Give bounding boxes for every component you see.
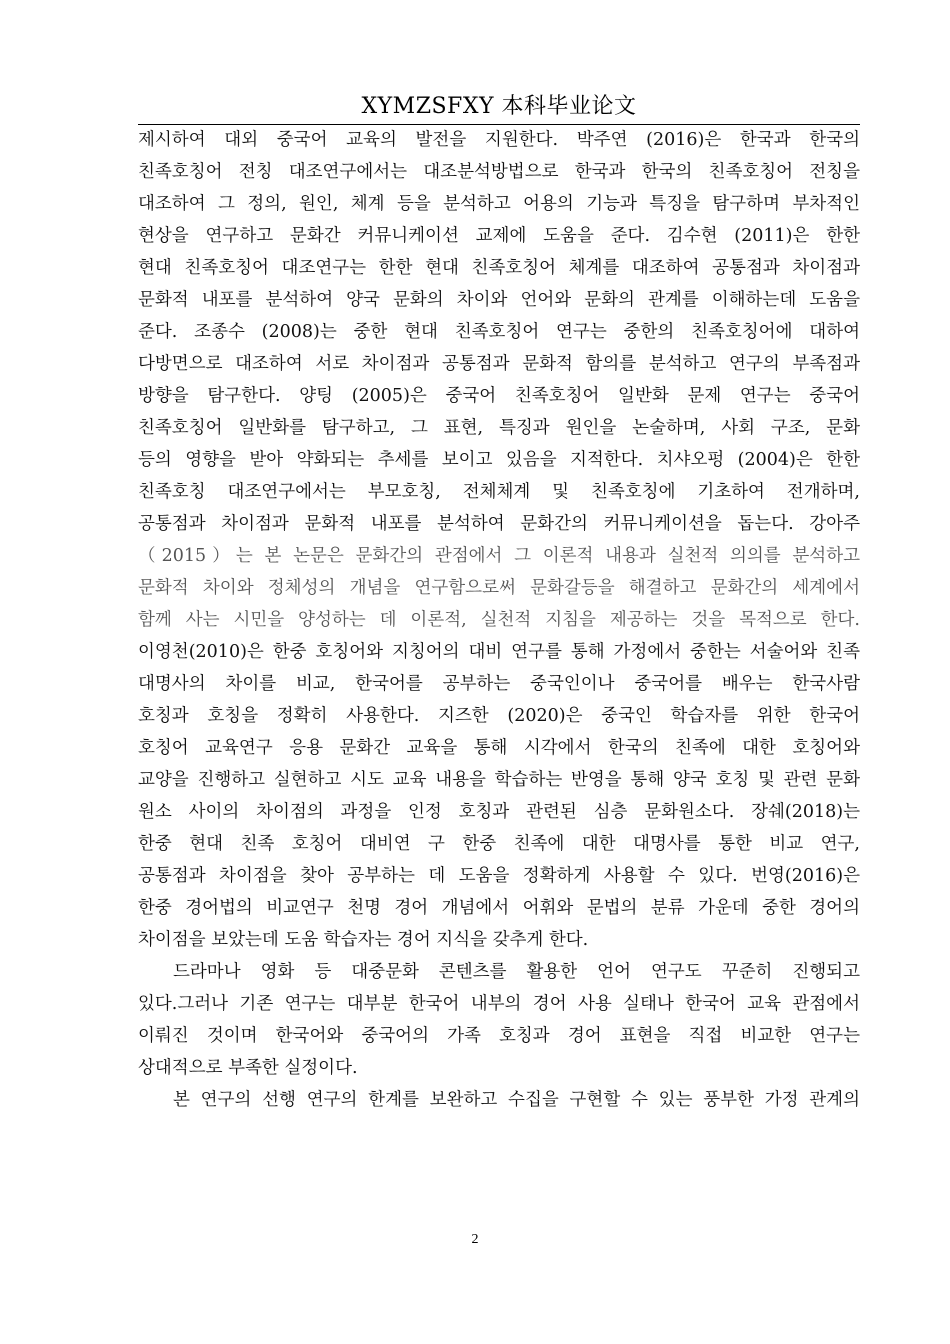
text-line: 현상을 연구하고 문화간 커뮤니케이션 교제에 도움을 준다. 김수현 (2011)은 한한	[138, 226, 860, 246]
text-line: 현대 친족호칭어 대조연구는 한한 현대 친족호칭어 체계를 대조하여 공통점과 차이점과	[138, 258, 860, 278]
text-line: 한중 현대 친족 호칭어 대비연 구 한중 친족에 대한 대명사를 통한 비교 연구,	[138, 834, 860, 854]
text-line: 다방면으로 대조하여 서로 차이점과 공통점과 문화적 함의를 분석하고 연구의 부족점과	[138, 354, 860, 374]
text-line: 공통점과 차이점과 문화적 내포를 분석하여 문화간의 커뮤니케이션을 돕는다. 강아주	[138, 514, 860, 534]
header-title: XYMZSFXY 本科毕业论文	[361, 94, 637, 119]
text-line: 호칭어 교육연구 응용 문화간 교육을 통해 시각에서 한국의 친족에 대한 호칭어와	[138, 738, 860, 758]
text-line: 이영천(2010)은 한중 호칭어와 지칭어의 대비 연구를 통해 가정에서 중한는 서술어와 친족	[138, 642, 860, 662]
text-line: 준다. 조종수 (2008)는 중한 현대 친족호칭어 연구는 중한의 친족호칭어에 대하여	[138, 322, 860, 342]
text-line: 함께 사는 시민을 양성하는 데 이론적, 실천적 지침을 제공하는 것을 목적으로 한다.	[138, 610, 860, 630]
body-text	[138, 124, 860, 1116]
text-line: 본 연구의 선행 연구의 한계를 보완하고 수집을 구현할 수 있는 풍부한 가정 관계의	[173, 1090, 860, 1110]
text-line: 차이점을 보았는데 도움 학습자는 경어 지식을 갖추게 한다.	[138, 930, 589, 950]
page-number: 2	[471, 1232, 479, 1247]
text-line: 대조하여 그 정의, 원인, 체계 등을 분석하고 어용의 기능과 특징을 탐구하며 부차적인	[138, 194, 860, 214]
text-line: 상대적으로 부족한 실정이다.	[138, 1058, 358, 1078]
text-line: 공통점과 차이점을 찾아 공부하는 데 도움을 정확하게 사용할 수 있다. 번영(2016)은	[138, 866, 860, 886]
text-line: 호칭과 호칭을 정확히 사용한다. 지즈한 (2020)은 중국인 학습자를 위한 한국어	[138, 706, 860, 726]
text-line: 있다.그러나 기존 연구는 대부분 한국어 내부의 경어 사용 실태나 한국어 교육 관점에서	[138, 994, 860, 1014]
text-line: 문화적 내포를 분석하여 양국 문화의 차이와 언어와 문화의 관계를 이해하는데 도움을	[138, 290, 860, 310]
text-line: 이뤄진 것이며 한국어와 중국어의 가족 호칭과 경어 표현을 직접 비교한 연구는	[138, 1026, 860, 1046]
text-line: 한중 경어법의 비교연구 천명 경어 개념에서 어휘와 문법의 분류 가운데 중한 경어의	[138, 898, 860, 918]
text-line: （2015）는 본 논문은 문화간의 관점에서 그 이론적 내용과 실천적 의의를 분석하고	[138, 546, 860, 566]
text-line: 친족호칭어 전칭 대조연구에서는 대조분석방법으로 한국과 한국의 친족호칭어 전칭을	[138, 162, 860, 182]
text-line: 대명사의 차이를 비교, 한국어를 공부하는 중국인이나 중국어를 배우는 한국사람	[138, 674, 860, 694]
page-header	[138, 92, 860, 125]
text-line: 방향을 탐구한다. 양팅 (2005)은 중국어 친족호칭어 일반화 문제 연구는 중국어	[138, 386, 860, 406]
text-line: 문화적 차이와 정체성의 개념을 연구함으로써 문화갈등을 해결하고 문화간의 세계에서	[138, 578, 860, 598]
text-line: 드라마나 영화 등 대중문화 콘텐츠를 활용한 언어 연구도 꾸준히 진행되고	[173, 962, 860, 982]
text-line: 친족호칭어 일반화를 탐구하고, 그 표현, 특징과 원인을 논술하며, 사회 구조, 문화	[138, 418, 860, 438]
text-line: 원소 사이의 차이점의 과정을 인정 호칭과 관련된 심층 문화원소다. 장쉐(2018)는	[138, 802, 860, 822]
text-line: 친족호칭 대조연구에서는 부모호칭, 전체체계 및 친족호칭에 기초하여 전개하며,	[138, 482, 860, 502]
text-line: 교양을 진행하고 실현하고 시도 교육 내용을 학습하는 반영을 통해 양국 호칭 및 관련 문화	[138, 770, 860, 790]
text-line: 제시하여 대외 중국어 교육의 발전을 지원한다. 박주연 (2016)은 한국과 한국의	[138, 130, 860, 150]
text-line: 등의 영향을 받아 약화되는 추세를 보이고 있음을 지적한다. 치샤오펑 (2004)은 한한	[138, 450, 860, 470]
